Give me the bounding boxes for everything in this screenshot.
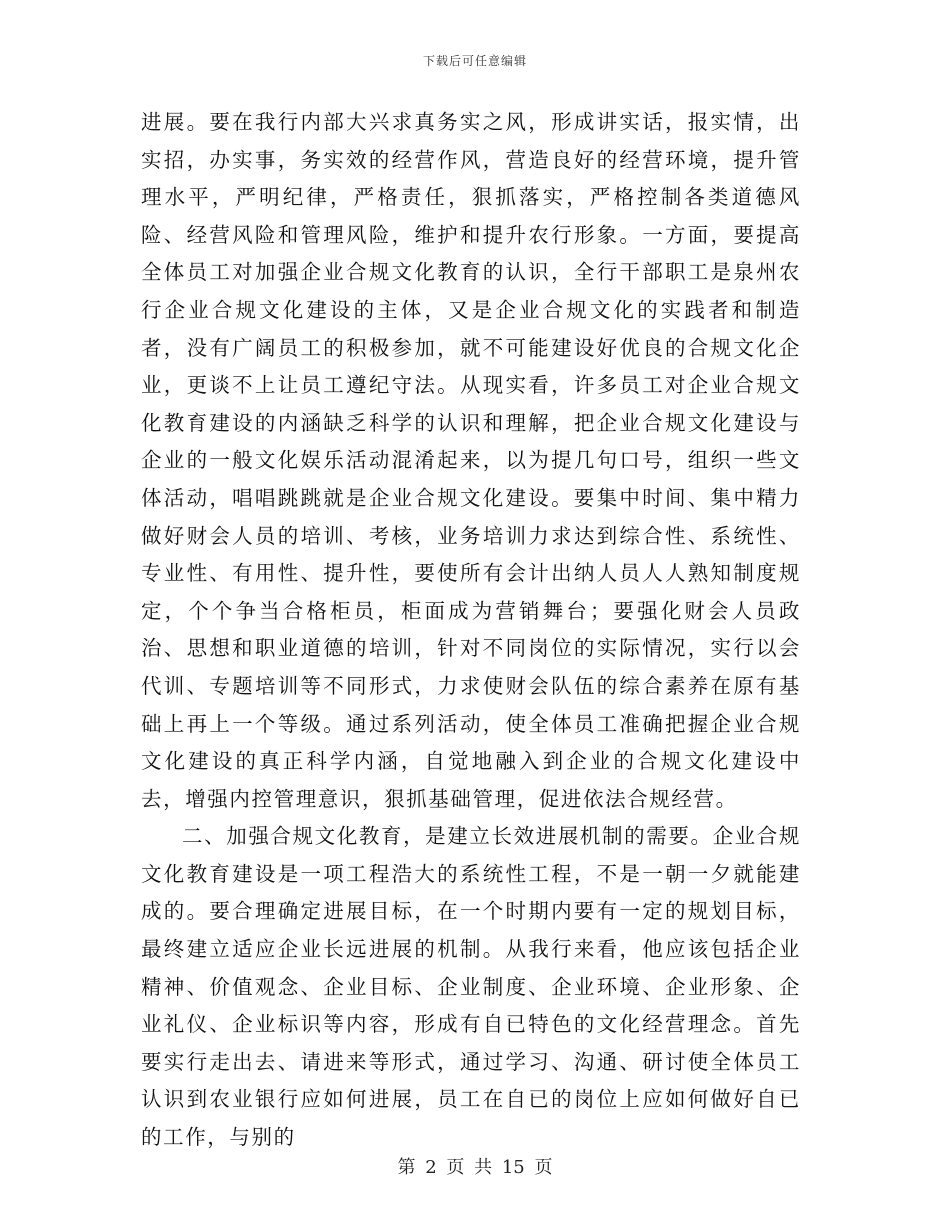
paragraph-section-two: 二、加强合规文化教育，是建立长效进展机制的需要。企业合规文化教育建设是一项工程浩大的系统性工程，不是一朝一夕就能建成的。要合理确定进展目标，在一个时期内要有一定的规划目标，最终建立适应企业长远进展的机制。从我行来看，他应该包括企业精神、价值观念、企业目标、企业制度、企业环境、企业形象、企业礼仪、企业标识等内容，形成有自已特色的文化经营理念。首先要实行走出去、请进来等形式，通过学习、沟通、研讨使全体员工认识到农业银行应如何进展，员工在自已的岗位上应如何做好自已的工作，与别的 [141, 824, 801, 1150]
page-number-footer: 第 2 页 共 15 页 [397, 1157, 553, 1178]
paragraph-continuation: 进展。要在我行内部大兴求真务实之风，形成讲实话，报实情，出实招，办实事，务实效的经营作风，营造良好的经营环境，提升管理水平，严明纪律，严格责任，狠抓落实，严格控制各类道德风险、经营风险和管理风险，维护和提升农行形象。一方面，要提高全体员工对加强企业合规文化教育的认识，全行干部职工是泉州农行企业合规文化建设的主体，又是企业合规文化的实践者和制造者，没有广阔员工的积极参加，就不可能建设好优良的合规文化企业，更谈不上让员工遵纪守法。从现实看，许多员工对企业合规文化教育建设的内涵缺乏科学的认识和理解，把企业合规文化建设与企业的一般文化娱乐活动混淆起来，以为提几句口号，组织一些文体活动，唱唱跳跳就是企业合规文化建设。要集中时间、集中精力做好财会人员的培训、考核，业务培训力求达到综合性、系统性、专业性、有用性、提升性，要使所有会计出纳人员人人熟知制度规定，个个争当合格柜员，柜面成为营销舞台；要强化财会人员政治、思想和职业道德的培训，针对不同岗位的实际情况，实行以会代训、专题培训等不同形式，力求使财会队伍的综合素养在原有基础上再上一个等级。通过系列活动，使全体员工准确把握企业合规文化建设的真正科学内涵，自觉地融入到企业的合规文化建设中去，增强内控管理意识，狠抓基础管理，促进依法合规经营。 [141, 110, 801, 811]
document-body [141, 104, 801, 1157]
page-header-note: 下载后可任意编辑 [422, 54, 527, 68]
